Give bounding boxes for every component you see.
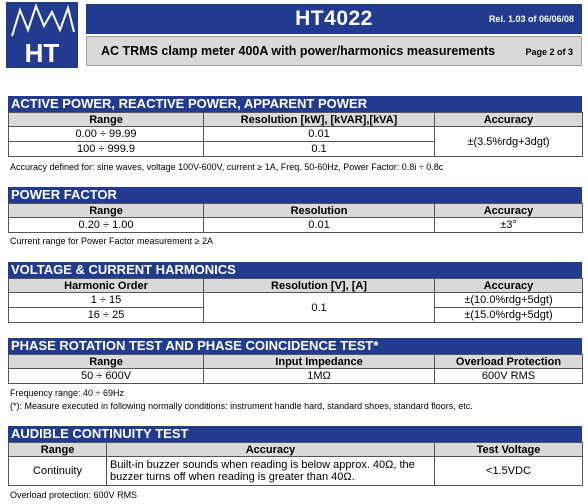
table-header-row: [9, 279, 583, 293]
accuracy-cell: ±(3.5%rdg+3dgt): [435, 127, 583, 157]
header-cell: Accuracy: [107, 443, 435, 457]
impedance-cell: 1MΩ: [204, 369, 435, 384]
header-cell: Range: [9, 355, 204, 369]
range-cell: 0.20 ÷ 1.00: [9, 218, 204, 233]
range-cell: 100 ÷ 999.9: [9, 142, 204, 157]
header-cell: Resolution: [204, 204, 435, 218]
header-cell: Range: [9, 204, 204, 218]
table-header-row: [9, 113, 583, 127]
table-header-row: [9, 443, 583, 457]
section-heading-power-factor: POWER FACTOR: [8, 187, 582, 203]
overload-cell: 600V RMS: [435, 369, 583, 384]
table-header-row: [9, 355, 583, 369]
harmonics-table: [8, 278, 583, 323]
phase-rotation-table: [8, 354, 583, 384]
resolution-cell: 0.1: [204, 142, 435, 157]
section-heading-continuity: AUDIBLE CONTINUITY TEST: [8, 426, 582, 442]
subtitle-bar: [86, 36, 582, 66]
header-cell: Resolution [V], [A]: [204, 279, 435, 293]
accuracy-cell: ±(10.0%rdg+5dgt): [435, 293, 583, 308]
order-cell: 1 ÷ 15: [9, 293, 204, 308]
document-title: HT4022: [295, 7, 373, 30]
header-cell: Accuracy: [435, 204, 583, 218]
section-heading-harmonics: VOLTAGE & CURRENT HARMONICS: [8, 262, 582, 278]
document-header: [0, 0, 588, 72]
range-cell: 50 ÷ 600V: [9, 369, 204, 384]
continuity-table: [8, 442, 583, 486]
header-cell: Accuracy: [435, 113, 583, 127]
test-voltage-cell: <1.5VDC: [435, 457, 583, 486]
table-row: [9, 218, 583, 233]
header-cell: Input Impedance: [204, 355, 435, 369]
title-bar: [86, 4, 582, 34]
table-row: [9, 369, 583, 384]
order-cell: 16 ÷ 25: [9, 308, 204, 323]
header-cell: Overload Protection: [435, 355, 583, 369]
header-cell: Range: [9, 443, 107, 457]
table-row: [9, 293, 583, 308]
header-cell: Range: [9, 113, 204, 127]
ht-logo-icon: [6, 2, 78, 68]
power-factor-table: [8, 203, 583, 233]
document-subtitle: AC TRMS clamp meter 400A with power/harmonics measurements: [101, 44, 496, 58]
table-row: [9, 127, 583, 142]
resolution-cell: 0.1: [204, 293, 435, 323]
range-cell: 0.00 ÷ 99.99: [9, 127, 204, 142]
overload-note: Overload protection: 600V RMS: [10, 490, 138, 500]
table-row: [9, 457, 583, 486]
header-cell: Accuracy: [435, 279, 583, 293]
accuracy-cell: ±3°: [435, 218, 583, 233]
resolution-cell: 0.01: [204, 127, 435, 142]
power-factor-note: Current range for Power Factor measurement ≥ 2A: [10, 236, 214, 246]
frequency-note: Frequency range: 40 ÷ 69Hz: [10, 388, 125, 398]
release-label: Rel. 1.03 of 06/06/08: [488, 14, 574, 24]
section-heading-phase-rotation: PHASE ROTATION TEST AND PHASE COINCIDENCE TEST*: [8, 338, 582, 354]
table-header-row: [9, 204, 583, 218]
accuracy-cell: Built-in buzzer sounds when reading is below approx. 40Ω, the buzzer turns off when reading is greater than 40Ω.: [107, 457, 435, 486]
accuracy-cell: ±(15.0%rdg+5dgt): [435, 308, 583, 323]
header-cell: Harmonic Order: [9, 279, 204, 293]
header-cell: Resolution [kW], [kVAR],[kVA]: [204, 113, 435, 127]
header-cell: Test Voltage: [435, 443, 583, 457]
page-number: Page 2 of 3: [525, 47, 573, 57]
range-cell: Continuity: [9, 457, 107, 486]
active-power-table: [8, 112, 583, 157]
accuracy-note: Accuracy defined for: sine waves, voltage 100V-600V, current ≥ 1A, Freq. 50-60Hz, Power Factor: 0.8i ÷ 0.8c: [10, 162, 444, 172]
resolution-cell: 0.01: [204, 218, 435, 233]
conditions-note: (*): Measure executed in following normally conditions: instrument handle hard, standard shoes, standard floors, etc.: [10, 401, 473, 411]
svg-text:HT: HT: [24, 38, 60, 68]
section-heading-active-power: ACTIVE POWER, REACTIVE POWER, APPARENT POWER: [8, 96, 582, 112]
